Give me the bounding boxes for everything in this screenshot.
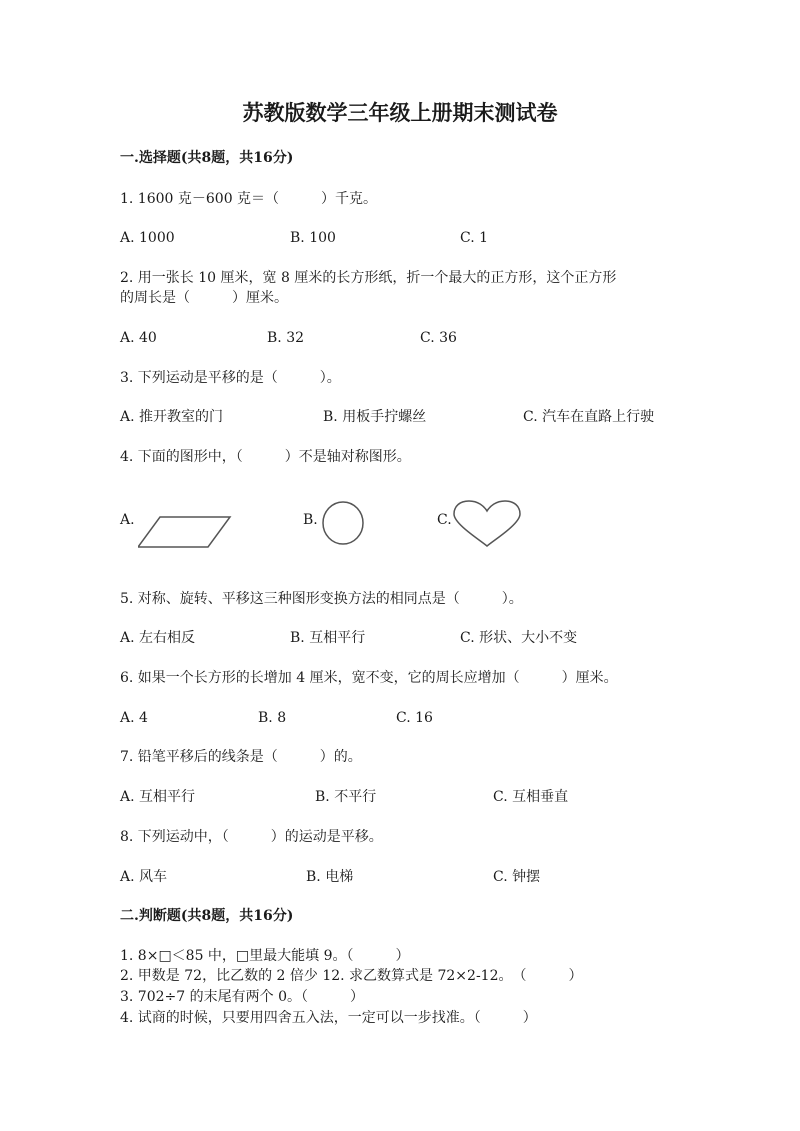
question-2-option-a: A. 40 — [120, 330, 157, 346]
question-4-option-a: A. — [120, 512, 135, 528]
question-4-text: 4. 下面的图形中，（ ）不是轴对称图形。 — [120, 449, 411, 465]
question-8-option-a: A. 风车 — [120, 869, 168, 885]
question-4-option-b: B. — [303, 512, 318, 528]
question-7-option-a: A. 互相平行 — [120, 789, 196, 805]
question-3-option-c: C. 汽车在直路上行驶 — [523, 409, 655, 425]
question-2-text-line2: 的周长是（ ）厘米。 — [120, 290, 288, 306]
question-8-option-b: B. 电梯 — [306, 869, 354, 885]
question-6-option-c: C. 16 — [396, 710, 433, 726]
heart-shape — [452, 500, 522, 548]
question-6-option-b: B. 8 — [258, 710, 287, 726]
judgement-item-4: 4. 试商的时候，只要用四舍五入法，一定可以一步找准。（ ） — [120, 1010, 537, 1026]
question-5-text: 5. 对称、旋转、平移这三种图形变换方法的相同点是（ ）。 — [120, 591, 523, 607]
question-1-text: 1. 1600 克－600 克＝（ ）千克。 — [120, 191, 378, 207]
question-5-option-c: C. 形状、大小不变 — [460, 630, 578, 646]
circle-shape — [321, 500, 365, 546]
question-7-option-b: B. 不平行 — [315, 789, 377, 805]
question-7-option-c: C. 互相垂直 — [493, 789, 569, 805]
question-2-option-c: C. 36 — [420, 330, 457, 346]
judgement-item-1: 1. 8×□＜85 中，□里最大能填 9。（ ） — [120, 948, 410, 964]
question-6-text: 6. 如果一个长方形的长增加 4 厘米，宽不变，它的周长应增加（ ）厘米。 — [120, 670, 618, 686]
question-3-option-a: A. 推开教室的门 — [120, 409, 224, 425]
question-2-text-line1: 2. 用一张长 10 厘米，宽 8 厘米的长方形纸，折一个最大的正方形，这个正方形 — [120, 270, 617, 286]
parallelogram-shape — [138, 515, 232, 549]
question-4-option-c: C. — [437, 512, 452, 528]
question-1-option-b: B. 100 — [290, 230, 336, 246]
judgement-item-3: 3. 702÷7 的末尾有两个 0。（ ） — [120, 989, 364, 1005]
question-5-option-b: B. 互相平行 — [290, 630, 366, 646]
question-7-text: 7. 铅笔平移后的线条是（ ）的。 — [120, 749, 362, 765]
question-5-option-a: A. 左右相反 — [120, 630, 196, 646]
question-1-option-a: A. 1000 — [120, 230, 175, 246]
question-8-option-c: C. 钟摆 — [493, 869, 541, 885]
section-heading-choice: 一.选择题(共8题，共16分) — [120, 150, 294, 166]
section-heading-judgement: 二.判断题(共8题，共16分) — [120, 908, 294, 924]
question-1-option-c: C. 1 — [460, 230, 489, 246]
question-6-option-a: A. 4 — [120, 710, 148, 726]
question-3-option-b: B. 用板手拧螺丝 — [323, 409, 427, 425]
page-title: 苏教版数学三年级上册期末测试卷 — [242, 100, 558, 125]
question-3-text: 3. 下列运动是平移的是（ ）。 — [120, 370, 341, 386]
judgement-item-2: 2. 甲数是 72，比乙数的 2 倍少 12. 求乙数算式是 72×2-12。 （ ） — [120, 968, 583, 984]
question-8-text: 8. 下列运动中，（ ）的运动是平移。 — [120, 829, 383, 845]
question-2-option-b: B. 32 — [267, 330, 305, 346]
